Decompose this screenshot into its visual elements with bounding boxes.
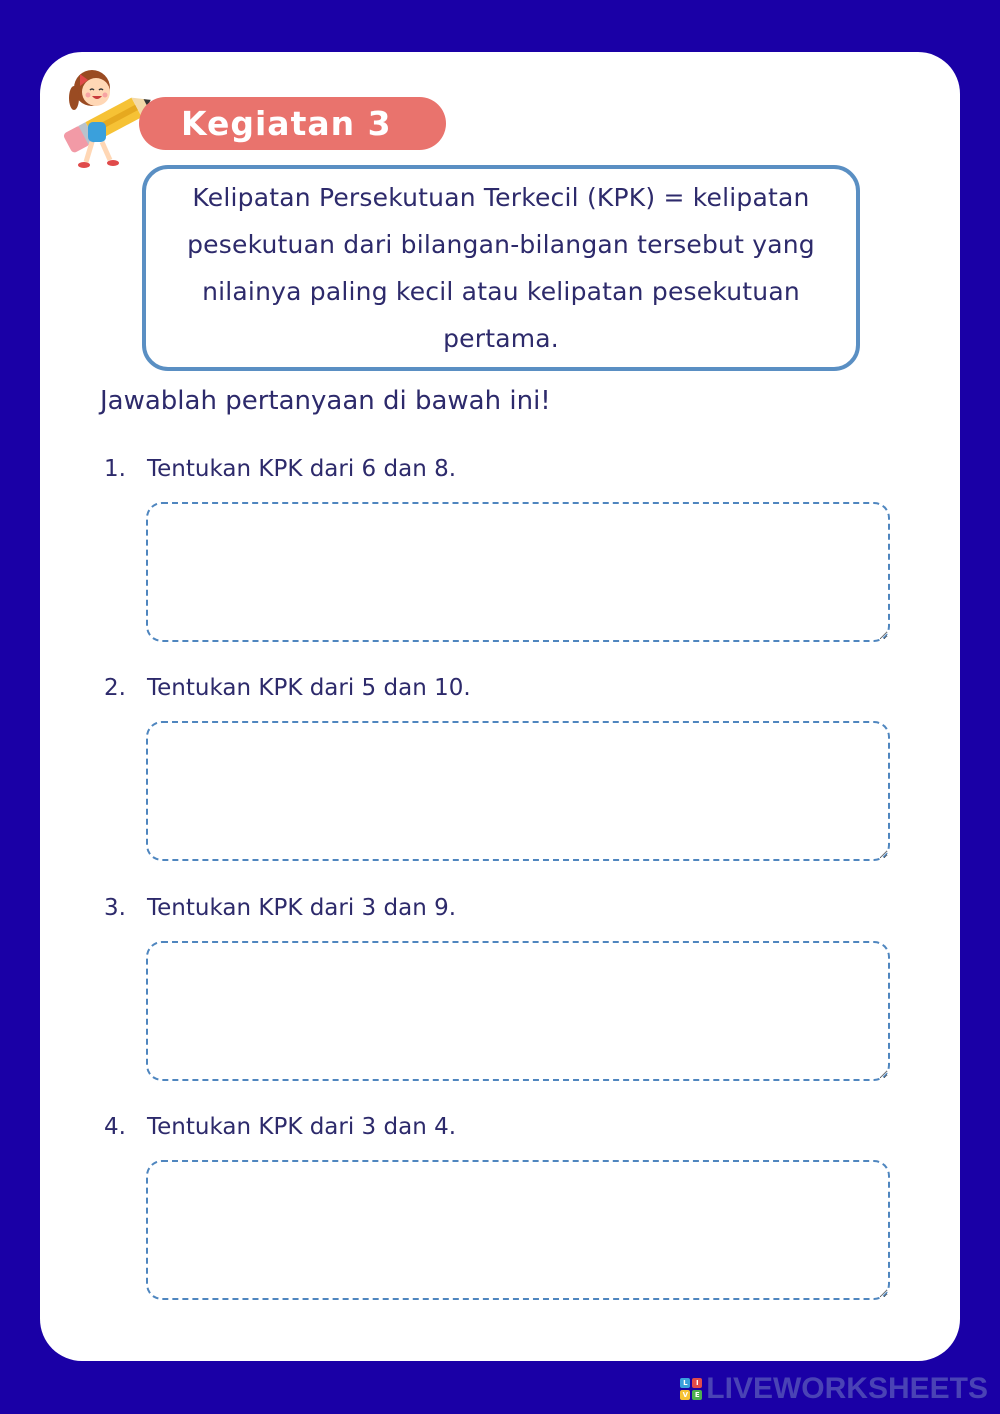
question-item xyxy=(40,895,960,1095)
liveworksheets-watermark xyxy=(680,1372,988,1406)
answer-input[interactable] xyxy=(146,941,890,1081)
activity-title-banner xyxy=(139,97,446,150)
logo-letter: V xyxy=(680,1390,690,1400)
logo-letter: I xyxy=(692,1378,702,1388)
question-item xyxy=(40,456,960,656)
question-text: Tentukan KPK dari 5 dan 10. xyxy=(147,675,471,701)
question-number: 4. xyxy=(104,1114,126,1140)
answer-input[interactable] xyxy=(146,721,890,861)
question-item xyxy=(40,675,960,875)
activity-title: Kegiatan 3 xyxy=(181,104,392,143)
answer-input[interactable] xyxy=(146,1160,890,1300)
watermark-text: LIVEWORKSHEETS xyxy=(706,1372,988,1405)
worksheet-page xyxy=(40,52,960,1361)
question-text: Tentukan KPK dari 3 dan 4. xyxy=(147,1114,457,1140)
question-text: Tentukan KPK dari 6 dan 8. xyxy=(147,456,457,482)
question-text: Tentukan KPK dari 3 dan 9. xyxy=(147,895,457,921)
logo-letter: E xyxy=(692,1390,702,1400)
question-number: 1. xyxy=(104,456,126,482)
question-item xyxy=(40,1114,960,1314)
question-number: 3. xyxy=(104,895,126,921)
definition-box xyxy=(142,165,860,371)
liveworksheets-logo-icon xyxy=(680,1378,702,1400)
question-number: 2. xyxy=(104,675,126,701)
answer-input[interactable] xyxy=(146,502,890,642)
definition-text: Kelipatan Persekutuan Terkecil (KPK) = kelipatan pesekutuan dari bilangan-bilangan tersebut yang nilainya paling kecil atau kelipatan pesekutuan pertama. xyxy=(187,183,815,353)
instruction-text: Jawablah pertanyaan di bawah ini! xyxy=(100,386,551,416)
logo-letter: L xyxy=(680,1378,690,1388)
